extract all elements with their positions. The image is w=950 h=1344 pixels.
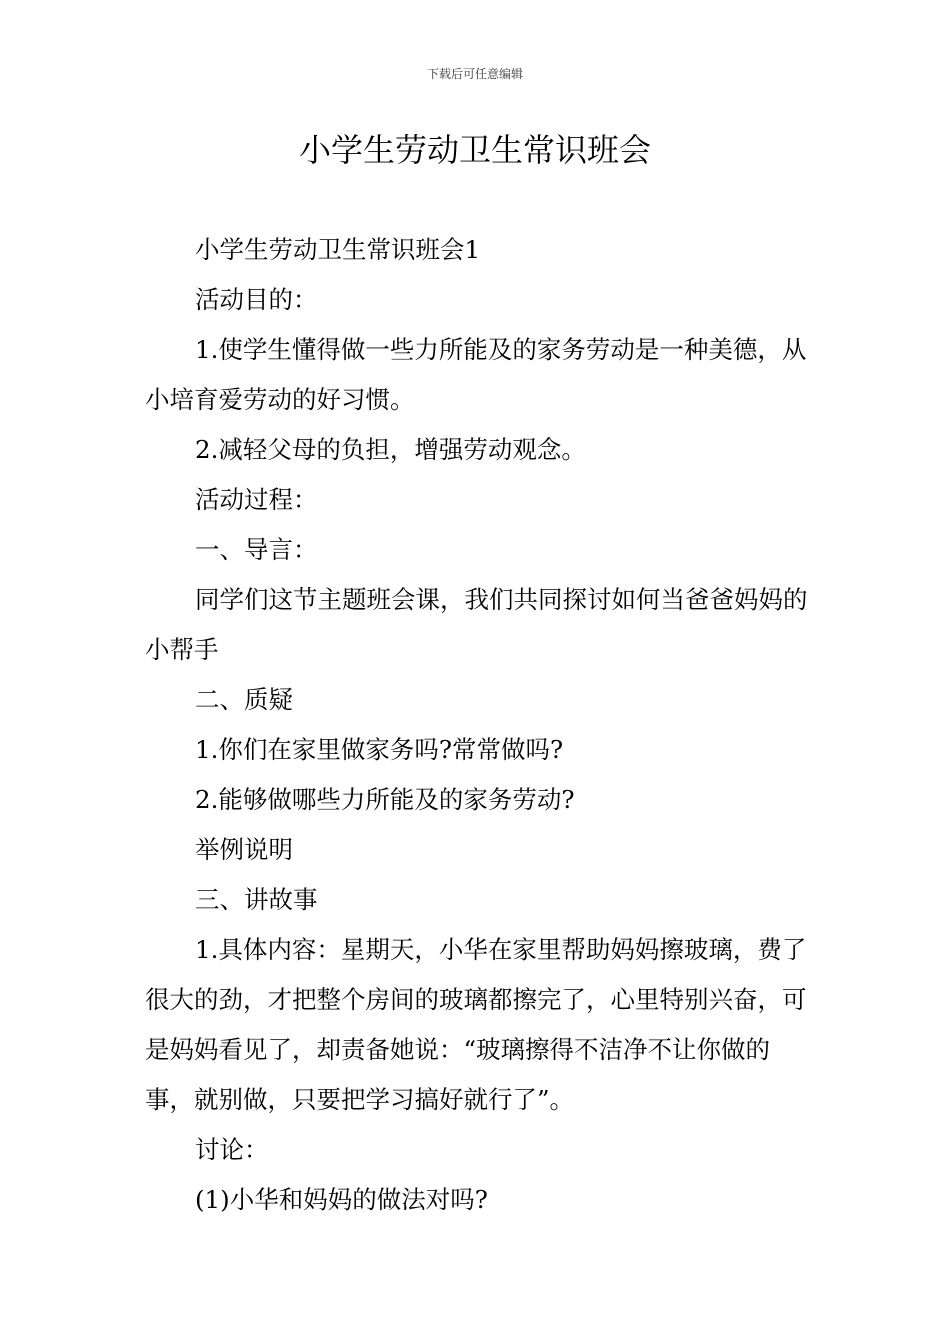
document-title: 小学生劳动卫生常识班会	[298, 131, 651, 169]
paragraph-objective-1: 1.使学生懂得做一些力所能及的家务劳动是一种美德，从小培育爱劳动的好习惯。	[145, 335, 807, 414]
paragraph-question-heading: 二、质疑	[195, 685, 293, 714]
paragraph-process-heading: 活动过程：	[195, 485, 318, 514]
paragraph-discussion-heading: 讨论：	[195, 1135, 269, 1164]
paragraph-intro-heading: 一、导言：	[195, 535, 318, 564]
paragraph-section-heading: 小学生劳动卫生常识班会1	[195, 235, 481, 264]
paragraph-discussion-1: (1)小华和妈妈的做法对吗?	[195, 1185, 488, 1214]
document-body	[145, 225, 810, 1225]
paragraph-story-text: 1.具体内容：星期天，小华在家里帮助妈妈擦玻璃，费了很大的劲，才把整个房间的玻璃都擦完了，心里特别兴奋，可是妈妈看见了，却责备她说：“玻璃擦得不洁净不让你做的事，就别做，只要把学习搞好就行了”。	[145, 935, 807, 1114]
paragraph-objectives-heading: 活动目的：	[195, 285, 318, 314]
paragraph-intro-text: 同学们这节主题班会课，我们共同探讨如何当爸爸妈妈的小帮手	[145, 585, 808, 664]
paragraph-objective-2: 2.减轻父母的负担，增强劳动观念。	[195, 435, 586, 464]
paragraph-question-2: 2.能够做哪些力所能及的家务劳动?	[195, 785, 575, 814]
paragraph-examples: 举例说明	[195, 835, 293, 864]
paragraph-story-heading: 三、讲故事	[195, 885, 318, 914]
paragraph-question-1: 1.你们在家里做家务吗?常常做吗?	[195, 735, 564, 764]
header-note: 下载后可任意编辑	[426, 67, 523, 81]
